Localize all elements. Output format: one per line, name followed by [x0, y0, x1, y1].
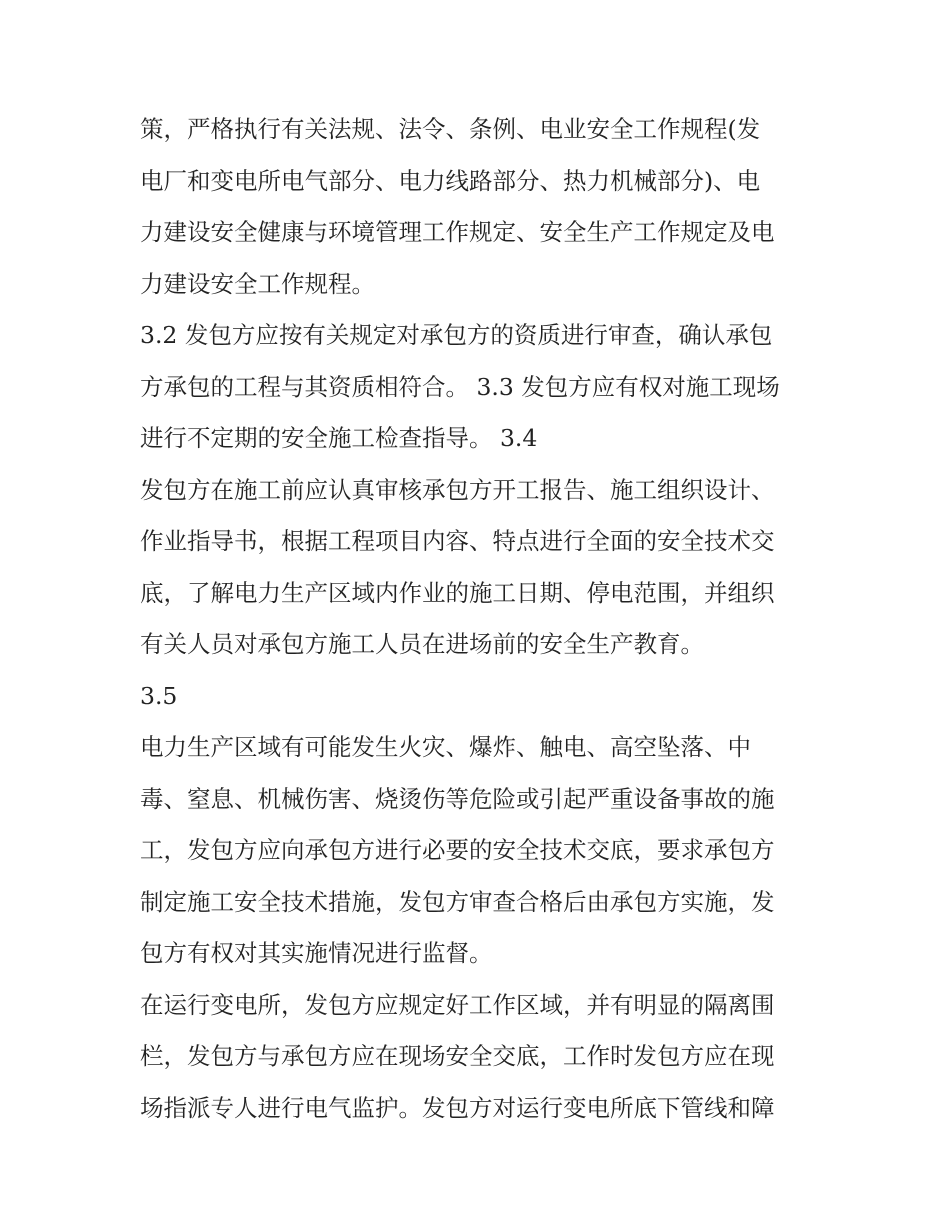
document-body [140, 104, 820, 1134]
text-line: 栏，发包方与承包方应在现场安全交底，工作时发包方应在现 [140, 1042, 775, 1070]
text-line: 有关人员对承包方施工人员在进场前的安全生产教育。 [140, 630, 704, 658]
text-line: 电力生产区域有可能发生火灾、爆炸、触电、高空坠落、中 [140, 733, 751, 761]
text-line: 策，严格执行有关法规、法令、条例、电业安全工作规程(发 [140, 115, 761, 143]
text-line: 方承包的工程与其资质相符合。 3.3 发包方应有权对施工现场 [140, 372, 780, 401]
text-line: 底，了解电力生产区域内作业的施工日期、停电范围，并组织 [140, 578, 775, 607]
text-line: 场指派专人进行电气监护。发包方对运行变电所底下管线和障 [140, 1093, 775, 1122]
text-line: 包方有权对其实施情况进行监督。 [140, 939, 493, 967]
text-line: 力建设安全工作规程。 [140, 269, 375, 298]
text-line: 力建设安全健康与环境管理工作规定、安全生产工作规定及电 [140, 218, 775, 246]
text-line: 工，发包方应向承包方进行必要的安全技术交底，要求承包方 [140, 836, 775, 864]
text-line: 在运行变电所，发包方应规定好工作区域，并有明显的隔离围 [140, 990, 775, 1019]
text-line: 进行不定期的安全施工检查指导。 3.4 [140, 424, 538, 452]
text-line: 3.5 [140, 681, 178, 710]
text-line: 发包方在施工前应认真审核承包方开工报告、施工组织设计、 [140, 475, 775, 504]
text-line: 制定施工安全技术措施，发包方审查合格后由承包方实施，发 [140, 887, 775, 916]
text-line: 电厂和变电所电气部分、电力线路部分、热力机械部分)、电 [140, 166, 761, 195]
text-line: 作业指导书，根据工程项目内容、特点进行全面的安全技术交 [140, 527, 775, 555]
text-line: 3.2 发包方应按有关规定对承包方的资质进行审查，确认承包 [140, 321, 773, 349]
text-line: 毒、窒息、机械伤害、烧烫伤等危险或引起严重设备事故的施 [140, 784, 775, 813]
